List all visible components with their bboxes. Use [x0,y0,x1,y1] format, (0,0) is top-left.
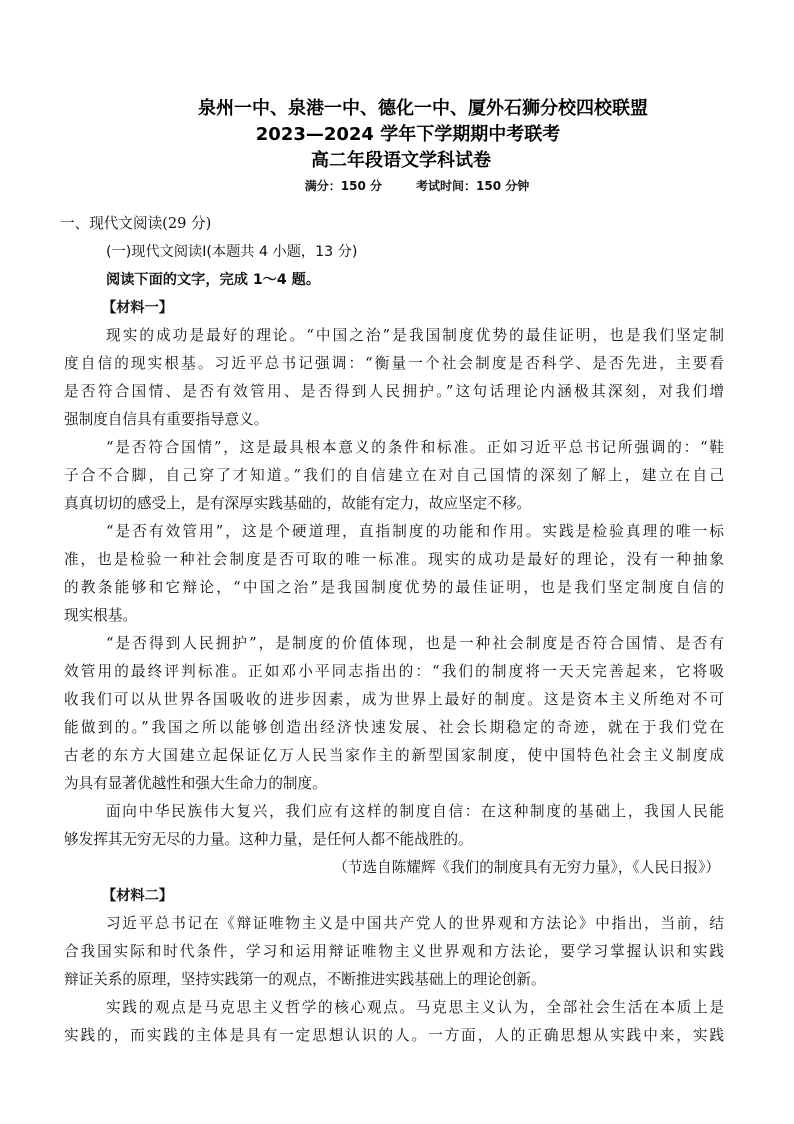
paragraph-line: “是否得到人民拥护”，是制度的价值体现，也是一种社会制度是否符合国情、是否有 [106,635,724,652]
exam-body [60,210,724,1050]
subsection-heading: (一)现代文阅读Ⅰ(本题共 4 小题，13 分) [106,244,358,260]
paragraph-line: 效管用的最终评判标准。正如邓小平同志指出的：“我们的制度将一天天完善起来，它将吸 [64,663,724,680]
paragraph-line: 强制度自信具有重要指导意义。 [64,411,269,428]
paragraph-line: “是否符合国情”，这是最具根本意义的条件和标准。正如习近平总书记所强调的：“鞋 [106,439,724,456]
material-two-text [64,910,724,1050]
paragraph-line: 真真切切的感受上，是有深厚实践基础的，故能有定力，故应坚定不移。 [64,495,532,512]
exam-score-time [40,176,794,196]
reading-instruction: 阅读下面的文字，完成 1～4 题。 [106,272,321,288]
section-heading: 一、现代文阅读(29 分) [60,215,212,232]
paragraph-line: 古老的东方大国建立起保证亿万人民当家作主的新型国家制度，使中国特色社会主义制度成 [64,747,724,764]
material-one-source: （节选自陈耀辉《我们的制度具有无穷力量》，《人民日报》） [333,859,720,876]
paragraph-line: 能做到的。”我国之所以能够创造出经济快速发展、社会长期稳定的奇迹，就在于我们党在 [64,719,724,736]
exam-header [0,96,794,196]
material-one-text [64,322,724,882]
paragraph-line: 现实根基。 [64,607,137,624]
paragraph-line: 为具有显著优越性和强大生命力的制度。 [64,775,327,792]
paragraph-line: 准，也是检验一种社会制度是否可取的唯一标准。现实的成功是最好的理论，没有一种抽象 [64,551,724,568]
paragraph-line: 实践的，而实践的主体是具有一定思想认识的人。一方面，人的正确思想从实践中来，实践 [64,1027,724,1044]
exam-time: 考试时间：150 分钟 [416,179,530,193]
paragraph-line: 够发挥其无穷无尽的力量。这种力量，是任何人都不能战胜的。 [64,831,473,848]
paragraph-line: 子合不合脚，自己穿了才知道。”我们的自信建立在对自己国情的深刻了解上，建立在自己 [64,467,724,484]
paragraph-line: 现实的成功是最好的理论。“中国之治”是我国制度优势的最佳证明，也是我们坚定制 [106,327,724,344]
material-two-label: 【材料二】 [102,888,173,904]
paragraph-line: 实践的观点是马克思主义哲学的核心观点。马克思主义认为，全部社会生活在本质上是 [106,999,724,1016]
paragraph-line: 习近平总书记在《辩证唯物主义是中国共产党人的世界观和方法论》中指出，当前，结 [106,915,724,932]
paragraph-line: 合我国实际和时代条件，学习和运用辩证唯物主义世界观和方法论，要学习掌握认识和实践 [64,943,724,960]
paragraph-line: 收我们可以从世界各国吸收的进步因素，成为世界上最好的制度。这是资本主义所绝对不可 [64,691,724,708]
paragraph-line: “是否有效管用”，这是个硬道理，直指制度的功能和作用。实践是检验真理的唯一标 [106,523,724,540]
exam-title-schools: 泉州一中、泉港一中、德化一中、厦外石狮分校四校联盟 [198,98,648,119]
exam-title-subject: 高二年段语文学科试卷 [311,150,491,171]
full-score: 满分：150 分 [304,179,382,193]
paragraph-line: 度自信的现实根基。习近平总书记强调：“衡量一个社会制度是否科学、是否先进，主要看 [64,355,724,372]
exam-title-term: 2023—2024 学年下学期期中考联考 [255,124,561,145]
paragraph-line: 辩证关系的原理，坚持实践第一的观点，不断推进实践基础上的理论创新。 [64,971,546,988]
paragraph-line: 面向中华民族伟大复兴，我们应有这样的制度自信：在这种制度的基础上，我国人民能 [106,803,724,820]
paragraph-line: 的教条能够和它辩论，“中国之治”是我国制度优势的最佳证明，也是我们坚定制度自信的 [64,579,724,596]
material-one-label: 【材料一】 [102,300,173,316]
paragraph-line: 是否符合国情、是否有效管用、是否得到人民拥护。”这句话理论内涵极其深刻，对我们增 [64,383,724,400]
